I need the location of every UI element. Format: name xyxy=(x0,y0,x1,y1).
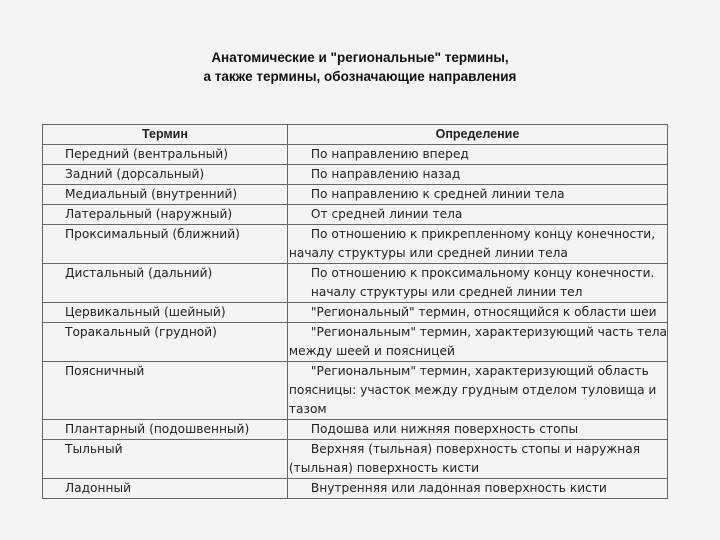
definition-cell xyxy=(287,165,667,185)
definition-line: тазом xyxy=(288,402,327,416)
table-row xyxy=(43,479,668,499)
table-row xyxy=(43,323,668,362)
definition-line: началу структуры или средней линии тел xyxy=(310,285,583,299)
definition-line: между шеей и поясницей xyxy=(288,344,455,358)
definition-line: "Региональным" термин, характеризующий область xyxy=(310,364,649,378)
title-line-2: а также термины, обозначающие направления xyxy=(203,69,517,84)
header-definition: Определение xyxy=(287,125,667,145)
definition-cell xyxy=(287,323,667,362)
definition-cell xyxy=(287,225,667,264)
definition-line: (тыльная) поверхность кисти xyxy=(288,461,480,475)
table-row xyxy=(43,225,668,264)
definition-line: "Региональным" термин, характеризующий часть тела xyxy=(310,325,667,339)
definition-cell xyxy=(287,420,667,440)
table-row xyxy=(43,362,668,420)
table-row xyxy=(43,185,668,205)
table-row xyxy=(43,205,668,225)
term-cell: Цервикальный (шейный) xyxy=(43,303,288,323)
definition-cell xyxy=(287,264,667,303)
term-cell: Латеральный (наружный) xyxy=(43,205,288,225)
definition-cell xyxy=(287,185,667,205)
definition-line: Внутренняя или ладонная поверхность кисти xyxy=(310,481,607,495)
definition-cell xyxy=(287,479,667,499)
header-term: Термин xyxy=(43,125,288,145)
table-row xyxy=(43,420,668,440)
term-cell: Поясничный xyxy=(43,362,288,420)
definition-line: Подошва или нижняя поверхность стопы xyxy=(310,422,579,436)
table-row xyxy=(43,165,668,185)
terms-table xyxy=(42,124,668,499)
definition-cell xyxy=(287,440,667,479)
table-row xyxy=(43,440,668,479)
definition-line: По направлению к средней линии тела xyxy=(310,187,565,201)
title-line-1: Анатомические и "региональные" термины, xyxy=(211,50,509,65)
table-header-row xyxy=(43,125,668,145)
definition-line: По направлению назад xyxy=(310,167,461,181)
definition-line: По отношению к проксимальному концу конечности. xyxy=(310,266,655,280)
term-cell: Задний (дорсальный) xyxy=(43,165,288,185)
definition-cell xyxy=(287,145,667,165)
definition-cell xyxy=(287,303,667,323)
term-cell: Торакальный (грудной) xyxy=(43,323,288,362)
table-row xyxy=(43,145,668,165)
term-cell: Плантарный (подошвенный) xyxy=(43,420,288,440)
definition-line: Верхняя (тыльная) поверхность стопы и наружная xyxy=(310,442,641,456)
page-title xyxy=(0,48,720,86)
definition-line: началу структуры или средней линии тела xyxy=(288,246,568,260)
term-cell: Тыльный xyxy=(43,440,288,479)
term-cell: Передний (вентральный) xyxy=(43,145,288,165)
term-cell: Ладонный xyxy=(43,479,288,499)
table-row xyxy=(43,303,668,323)
definition-line: По отношению к прикрепленному концу конечности, xyxy=(310,227,656,241)
term-cell: Дистальный (дальний) xyxy=(43,264,288,303)
term-cell: Проксимальный (ближний) xyxy=(43,225,288,264)
term-cell: Медиальный (внутренний) xyxy=(43,185,288,205)
definition-line: От средней линии тела xyxy=(310,207,463,221)
table-row xyxy=(43,264,668,303)
definition-line: По направлению вперед xyxy=(310,147,469,161)
definition-line: поясницы: участок между грудным отделом туловища и xyxy=(288,383,657,397)
definition-line: "Региональный" термин, относящийся к области шеи xyxy=(310,305,657,319)
definition-cell xyxy=(287,362,667,420)
definition-cell xyxy=(287,205,667,225)
